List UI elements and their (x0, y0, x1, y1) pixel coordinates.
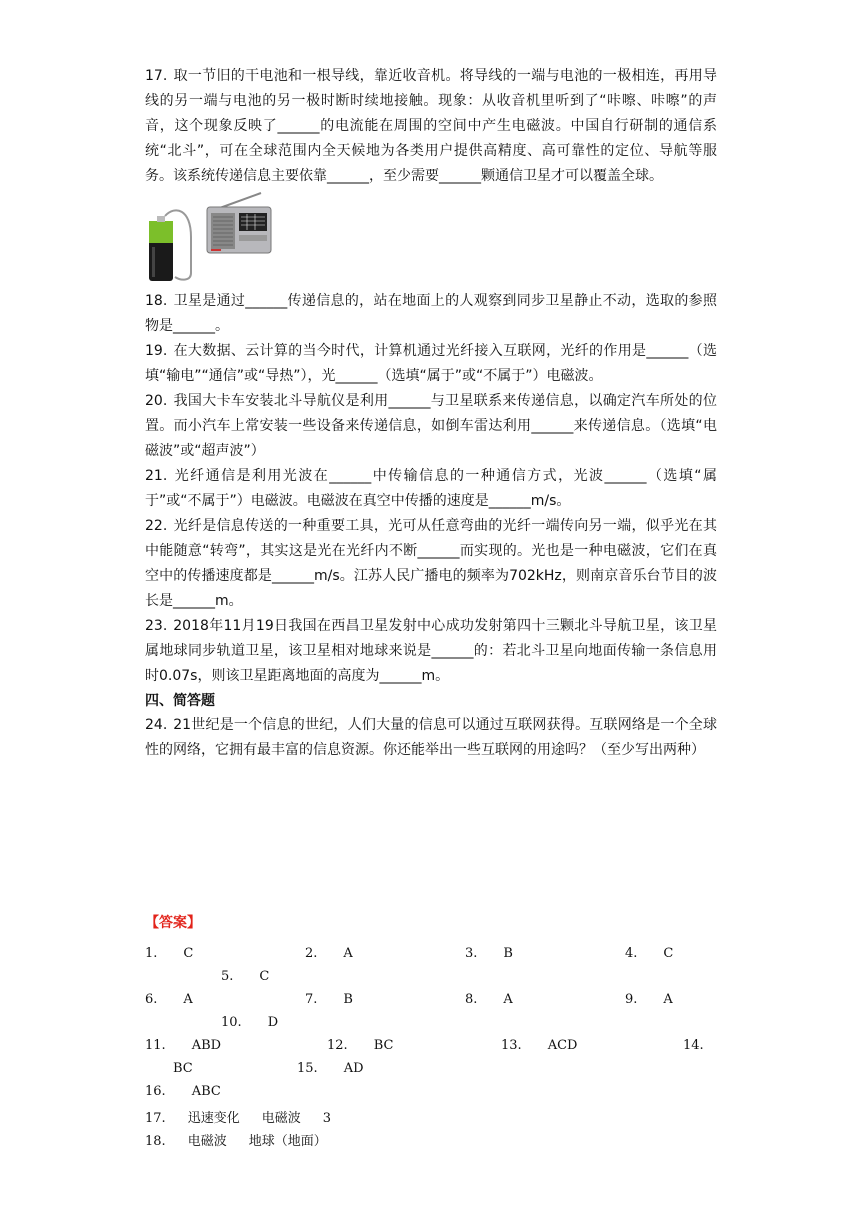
answer-item: 9. A (625, 992, 673, 1007)
answer-heading: 【答案】 (145, 915, 201, 931)
answer-item-17: 17. 迅速变化 电磁波 3 (145, 1111, 331, 1126)
question-21: 21. 光纤通信是利用光波在______中传输信息的一种通信方式，光波______（选填“属于”或“不属于”）电磁波。电磁波在真空中传播的速度是______m/s。 (145, 468, 717, 509)
section-heading-short-answer: 四、简答题 (145, 693, 215, 709)
question-23: 23. 2018年11月19日我国在西昌卫星发射中心成功发射第四十三颗北斗导航卫星，该卫星属地球同步轨道卫星，该卫星相对地球来说是______的：若北斗卫星向地面传输一条信息用时0.07s，则该卫星距离地面的高度为______m。 (145, 618, 717, 684)
question-22: 22. 光纤是信息传送的一种重要工具，光可从任意弯曲的光纤一端传向另一端，似乎光在其中能随意“转弯”，其实这是光在光纤内不断______而实现的。光也是一种电磁波，它们在真空中的传播速度都是______m/s。江苏人民广播电的频率为702kHz，则南京音乐台节目的波长是______m。 (145, 518, 717, 609)
answer-item: 8. A (465, 992, 513, 1007)
question-18: 18. 卫星是通过______传递信息的，站在地面上的人观察到同步卫星静止不动，选取的参照物是______。 (145, 293, 717, 334)
answer-item: 6. A (145, 992, 193, 1007)
radio-image (205, 191, 273, 255)
answer-item: 11. ABD (145, 1038, 222, 1053)
answer-item: 7. B (305, 992, 353, 1007)
battery-with-wire-image (145, 207, 205, 287)
question-17: 17. 取一节旧的干电池和一根导线，靠近收音机。将导线的一端与电池的一极相连，再用导线的另一端与电池的另一极时断时续地接触。现象：从收音机里听到了“咔嚓、咔嚓”的声音，这个现象反映了______的电流能在周围的空间中产生电磁波。中国自行研制的通信系统“北斗”，可在全球范围内全天候地为各类用户提供高精度、高可靠性的定位、导航等服务。该系统传递信息主要依靠______，至少需要______颗通信卫星才可以覆盖全球。 (145, 68, 717, 184)
answer-item: 13. ACD (501, 1038, 578, 1053)
answer-item: 5. C (221, 969, 270, 984)
answer-grid (145, 946, 717, 1149)
question-19: 19. 在大数据、云计算的当今时代，计算机通过光纤接入互联网，光纤的作用是______（选填“输电”“通信”或“导热”），光______（选填“属于”或“不属于”）电磁波。 (145, 343, 717, 384)
answer-item: 12. BC (327, 1038, 394, 1053)
answer-item: 4. C (625, 946, 674, 961)
answer-item: 3. B (465, 946, 513, 961)
answer-item: 2. A (305, 946, 353, 961)
question-20: 20. 我国大卡车安装北斗导航仪是利用______与卫星联系来传递信息，以确定汽车所处的位置。而小汽车上常安装一些设备来传递信息，如倒车雷达利用______来传递信息。（选填“电磁波”或“超声波”） (145, 393, 717, 459)
answer-item: 14. (683, 1038, 704, 1053)
answer-item-18: 18. 电磁波 地球（地面） (145, 1134, 327, 1149)
answer-item: BC (173, 1061, 193, 1076)
answer-item: 15. AD (297, 1061, 364, 1076)
answer-item: 16. ABC (145, 1084, 221, 1099)
answer-item: 1. C (145, 946, 194, 961)
question-24: 24. 21世纪是一个信息的世纪，人们大量的信息可以通过互联网获得。互联网络是一个全球性的网络，它拥有最丰富的信息资源。你还能举出一些互联网的用途吗？（至少写出两种） (145, 717, 717, 758)
answer-item: 10. D (221, 1015, 279, 1030)
question-sheet (145, 64, 717, 763)
battery-radio-figure (145, 191, 717, 283)
